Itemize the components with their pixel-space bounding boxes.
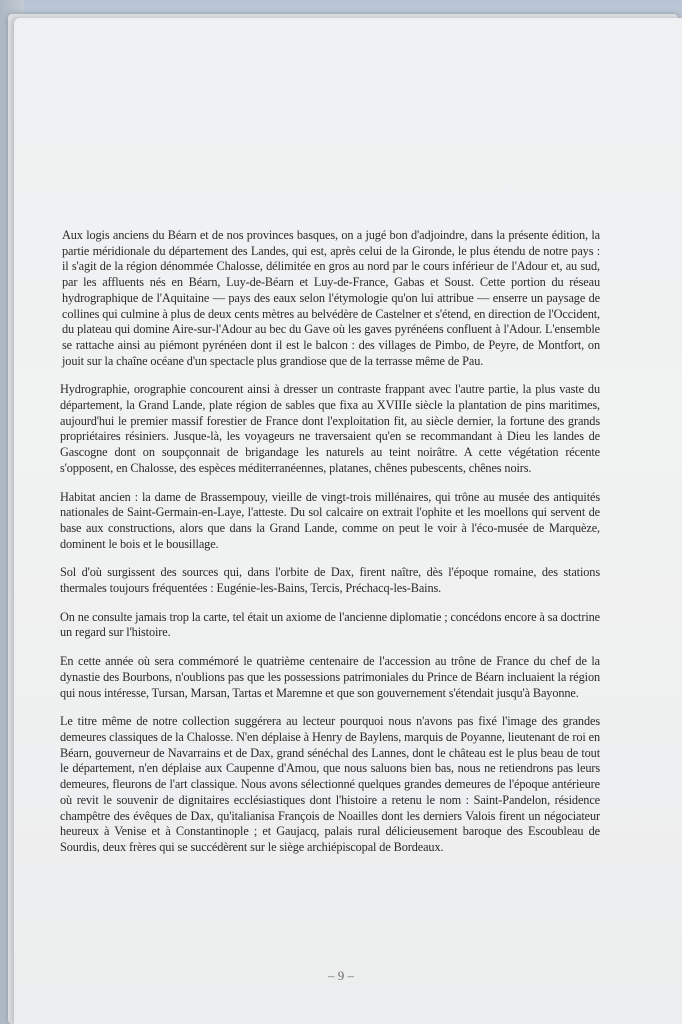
paragraph-collection: Le titre même de notre collection suggérera au lecteur pourquoi nous n'avons pas fixé l'image des grandes demeures classiques de la Chalosse. N'en déplaise à Henry de Baylens, marquis de Poyanne, lieutenant de roi en Béarn, gouverneur de Navarrains et de Dax, grand sénéchal des Lannes, dont le château est le plus beau de tout le département, n'en déplaise aux Caupenne d'Amou, que nous saluons bien bas, nous ne retiendrons pas leurs demeures, fleurons de l'art classique. Nous avons sélectionné quelques grandes demeures de l'époque antérieure où revit le souvenir de dignitaires ecclésiastiques dont l'histoire a retenu le nom : Saint-Pandelon, résidence champêtre des évêques de Dax, qu'italianisa François de Noailles dont les derniers Valois firent un négociateur heureux à Venise et à Constantinople ; et Gaujacq, palais rural délicieusement baroque des Escoubleau de Sourdis, deux frères qui se succédèrent sur le siège archiépiscopal de Bordeaux.: [60, 714, 600, 854]
body-text: [60, 228, 600, 869]
paragraph-sources-dax: Sol d'où surgissent des sources qui, dans l'orbite de Dax, firent naître, dès l'époque romaine, des stations thermales toujours fréquentées : Eugénie-les-Bains, Tercis, Préchacq-les-Bains.: [60, 565, 600, 596]
paragraph-bourbons: En cette année où sera commémoré le quatrième centenaire de l'accession au trône de France du chef de la dynastie des Bourbons, n'oublions pas que les possessions patrimoniales du Prince de Béarn incluaient la région qui nous intéresse, Tursan, Marsan, Tartas et Maremne et que son gouvernement s'étendait jusqu'à Bayonne.: [60, 654, 600, 700]
paragraph-carte: On ne consulte jamais trop la carte, tel était un axiome de l'ancienne diplomatie ; concédons encore à sa doctrine un regard sur l'histoire.: [60, 609, 600, 640]
paragraph-habitat-ancien: Habitat ancien : la dame de Brassempouy, vieille de vingt-trois millénaires, qui trône au musée des antiquités nationales de Saint-Germain-en-Laye, l'atteste. Du sol calcaire on extrait l'ophite et les moellons qui servent de base aux constructions, alors que dans la Grand Lande, comme on peut le voir à l'éco-musée de Marquèze, dominent le bois et le bousillage.: [60, 489, 600, 551]
paragraph-chalosse-intro: Aux logis anciens du Béarn et de nos provinces basques, on a jugé bon d'adjoindre, dans la présente édition, la partie méridionale du département des Landes, qui est, après celui de la Gironde, le plus étendu de notre pays : il s'agit de la région dénommée Chalosse, délimitée en gros au nord par le cours inférieur de l'Adour et, au sud, par les affluents nés en Béarn, Luy-de-Béarn et Luy-de-France, Gabas et Soust. Cette portion du réseau hydrographique de l'Aquitaine — pays des eaux selon l'étymologie qu'on lui attribue — enserre un paysage de collines qui culmine à plus de deux cents mètres au belvédère de Castelner et s'étend, en direction de l'Occident, du plateau qui domine Aire-sur-l'Adour au bec du Gave où les gaves pyrénéens confluent à l'Adour. L'ensemble se rattache ainsi au piémont pyrénéen dont il est le balcon : des villages de Pimbo, de Peyre, de Montfort, on jouit sur la chaîne océane d'un spectacle plus grandiose que de la terrasse même de Pau.: [62, 228, 600, 368]
page-number: – 9 –: [328, 968, 354, 983]
paragraph-hydrographie: Hydrographie, orographie concourent ainsi à dresser un contraste frappant avec l'autre partie, la plus vaste du département, la Grand Lande, plate région de sables que fixa au XVIIIe siècle la plantation de pins maritimes, aujourd'hui le premier massif forestier de France dont l'exploitation fit, au siècle dernier, la fortune des grands propriétaires résiniers. Jusque-là, les voyageurs ne traversaient qu'en se recommandant à Dieu les landes de Gascogne dont on soupçonnait de brigandage les naturels au teint noirâtre. A cette végétation récente s'opposent, en Chalosse, des espèces méditerranéennes, platanes, chênes pubescents, chênes noirs.: [60, 382, 600, 475]
